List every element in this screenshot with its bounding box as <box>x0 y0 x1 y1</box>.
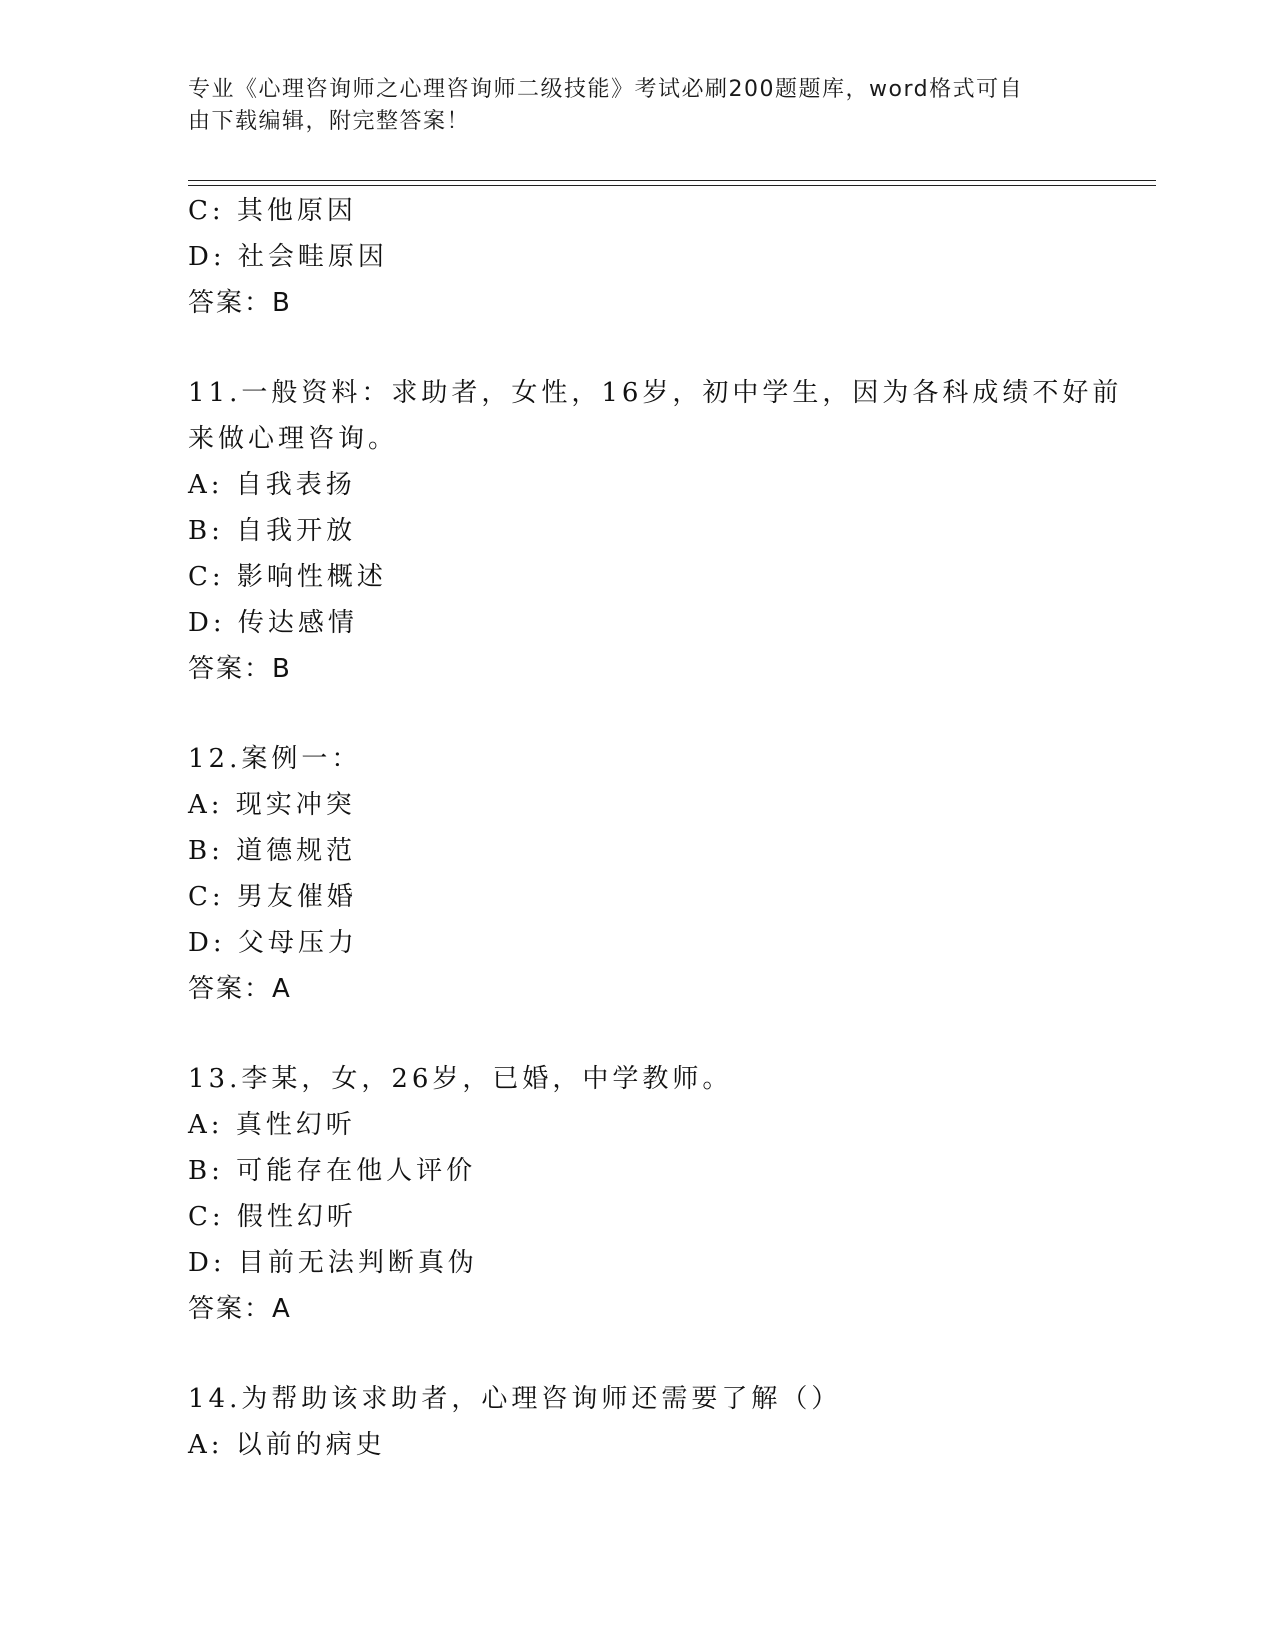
option-d: D: 目前无法判断真伪 <box>188 1248 478 1278</box>
spacer <box>188 1012 1148 1056</box>
option-b: B: 可能存在他人评价 <box>188 1156 477 1186</box>
question-stem: 12.案例一： <box>188 744 362 774</box>
header-line-1: 专业《心理咨询师之心理咨询师二级技能》考试必刷200题题库，word格式可自 <box>188 77 1024 102</box>
option-d: D: 父母压力 <box>188 928 358 958</box>
question-block-14 <box>188 1376 1148 1468</box>
option-b: B: 自我开放 <box>188 516 357 546</box>
question-block-12 <box>188 736 1148 1012</box>
question-block-10 <box>188 188 1148 326</box>
question-stem: 11.一般资料：求助者，女性，16岁，初中学生，因为各科成绩不好前 <box>188 378 1123 408</box>
option-d: D: 传达感情 <box>188 608 358 638</box>
header-line-2: 由下载编辑，附完整答案！ <box>188 109 471 134</box>
document-header <box>188 74 1088 138</box>
question-stem-cont: 来做心理咨询。 <box>188 424 399 454</box>
option-a: A: 现实冲突 <box>188 790 356 820</box>
option-c: C: 男友催婚 <box>188 882 357 912</box>
answer: 答案：B <box>188 288 292 318</box>
question-stem: 14.为帮助该求助者，心理咨询师还需要了解（） <box>188 1384 842 1414</box>
header-divider <box>188 180 1156 186</box>
question-list <box>188 188 1148 1468</box>
answer: 答案：A <box>188 1294 292 1324</box>
question-stem: 13.李某，女，26岁，已婚，中学教师。 <box>188 1064 733 1094</box>
option-c: C: 假性幻听 <box>188 1202 357 1232</box>
option-a: A: 以前的病史 <box>188 1430 386 1460</box>
spacer <box>188 326 1148 370</box>
answer: 答案：B <box>188 654 292 684</box>
question-block-13 <box>188 1056 1148 1332</box>
spacer <box>188 692 1148 736</box>
option-d: D: 社会畦原因 <box>188 242 388 272</box>
question-block-11 <box>188 370 1148 692</box>
option-b: B: 道德规范 <box>188 836 357 866</box>
answer: 答案：A <box>188 974 292 1004</box>
option-c: C: 影响性概述 <box>188 562 387 592</box>
spacer <box>188 1332 1148 1376</box>
option-a: A: 真性幻听 <box>188 1110 356 1140</box>
option-c: C: 其他原因 <box>188 196 357 226</box>
option-a: A: 自我表扬 <box>188 470 356 500</box>
